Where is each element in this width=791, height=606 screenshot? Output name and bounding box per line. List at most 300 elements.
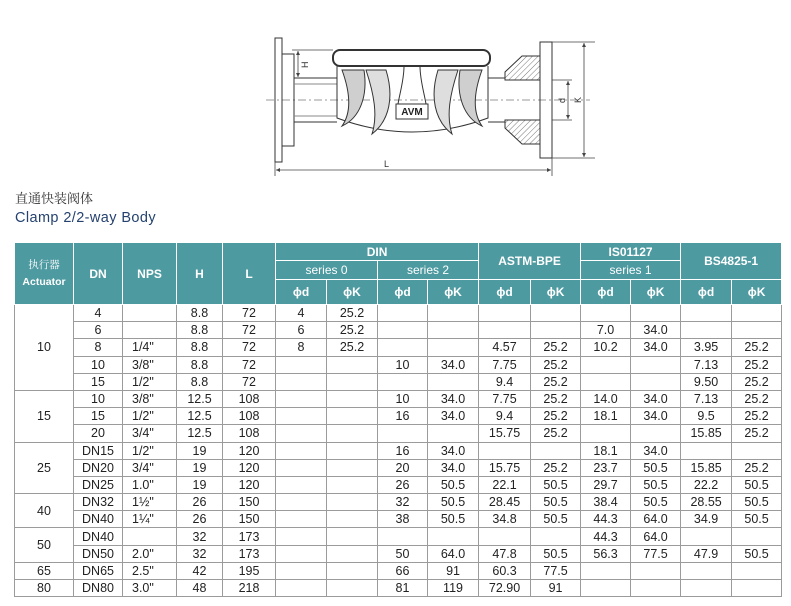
cell-astm-k (531, 305, 581, 322)
cell-din-s0-k (327, 545, 378, 562)
cell-din-s2-d: 16 (378, 408, 428, 425)
cell-iso-k (631, 425, 681, 442)
cell-din-s0-d (276, 356, 327, 373)
cell-din-s2-k (428, 425, 479, 442)
header-bs4825: BS4825-1 (681, 243, 782, 280)
cell-din-s0-d: 8 (276, 339, 327, 356)
cell-nps: 1¼" (123, 511, 177, 528)
cell-l: 120 (223, 476, 276, 493)
actuator-cell: 65 (15, 562, 74, 579)
cell-iso-d: 18.1 (581, 442, 631, 459)
cell-din-s0-d: 6 (276, 322, 327, 339)
cell-iso-d: 18.1 (581, 408, 631, 425)
cell-iso-k (631, 580, 681, 597)
cell-bs-k: 25.2 (732, 373, 782, 390)
cell-din-s0-k: 25.2 (327, 339, 378, 356)
cell-bs-k (732, 562, 782, 579)
cell-l: 72 (223, 322, 276, 339)
cell-astm-d: 28.45 (479, 494, 531, 511)
cell-nps (123, 305, 177, 322)
header-din-s2-d: ϕd (378, 280, 428, 305)
cell-din-s2-k (428, 373, 479, 390)
actuator-cell: 80 (15, 580, 74, 597)
cell-din-s0-d (276, 425, 327, 442)
cell-iso-k: 50.5 (631, 476, 681, 493)
cell-dn: DN32 (74, 494, 123, 511)
header-astm-k: ϕK (531, 280, 581, 305)
cell-iso-k: 64.0 (631, 511, 681, 528)
cell-din-s2-d: 20 (378, 459, 428, 476)
cell-astm-d: 15.75 (479, 425, 531, 442)
cell-l: 72 (223, 373, 276, 390)
cell-bs-d: 22.2 (681, 476, 732, 493)
cell-iso-d (581, 305, 631, 322)
cell-iso-k (631, 373, 681, 390)
cell-h: 8.8 (177, 322, 223, 339)
cell-h: 26 (177, 494, 223, 511)
cell-bs-k (732, 442, 782, 459)
cell-din-s2-d: 81 (378, 580, 428, 597)
header-din-s0-k: ϕK (327, 280, 378, 305)
cell-dn: DN25 (74, 476, 123, 493)
cell-bs-d (681, 322, 732, 339)
cell-iso-k: 50.5 (631, 459, 681, 476)
cell-astm-k: 25.2 (531, 459, 581, 476)
cell-bs-k: 25.2 (732, 425, 782, 442)
cell-din-s0-k (327, 390, 378, 407)
cell-dn: DN50 (74, 545, 123, 562)
actuator-cell: 15 (15, 390, 74, 442)
page-title-zh: 直通快装阀体 (15, 192, 94, 207)
cell-l: 120 (223, 442, 276, 459)
cell-dn: DN15 (74, 442, 123, 459)
cell-din-s0-k (327, 511, 378, 528)
cell-astm-k: 25.2 (531, 408, 581, 425)
cell-dn: DN80 (74, 580, 123, 597)
blade-right-inner (434, 70, 458, 134)
actuator-cell: 10 (15, 305, 74, 391)
cell-nps: 3/4" (123, 425, 177, 442)
table-row (15, 305, 782, 322)
cell-iso-d: 10.2 (581, 339, 631, 356)
cell-din-s0-d (276, 408, 327, 425)
dimension-label-d: d (557, 97, 567, 103)
cell-din-s0-k (327, 459, 378, 476)
cell-iso-d: 56.3 (581, 545, 631, 562)
cell-h: 32 (177, 528, 223, 545)
cell-bs-d: 7.13 (681, 356, 732, 373)
cell-h: 19 (177, 476, 223, 493)
cell-din-s2-d: 16 (378, 442, 428, 459)
cell-bs-d: 15.85 (681, 459, 732, 476)
page-title-en: Clamp 2/2-way Body (15, 210, 156, 226)
cell-dn: DN40 (74, 511, 123, 528)
cell-h: 12.5 (177, 408, 223, 425)
cell-nps: 3/8" (123, 390, 177, 407)
cell-din-s2-k: 50.5 (428, 476, 479, 493)
cell-astm-d: 7.75 (479, 390, 531, 407)
dimension-label-l: L (384, 159, 390, 169)
cell-astm-k (531, 442, 581, 459)
header-actuator-zh: 执行器 (28, 259, 60, 271)
cell-astm-k (531, 528, 581, 545)
cell-din-s0-d (276, 476, 327, 493)
blade-right-outer (459, 70, 482, 126)
cell-din-s2-k: 50.5 (428, 494, 479, 511)
header-actuator-en: Actuator (22, 276, 66, 288)
cell-l: 72 (223, 339, 276, 356)
cell-l: 108 (223, 425, 276, 442)
cell-din-s0-d (276, 545, 327, 562)
cell-astm-d: 34.8 (479, 511, 531, 528)
cell-iso-d: 7.0 (581, 322, 631, 339)
table-row (15, 425, 782, 442)
cell-din-s2-d (378, 322, 428, 339)
header-bs-d: ϕd (681, 280, 732, 305)
table-row (15, 390, 782, 407)
cell-h: 8.8 (177, 305, 223, 322)
cell-iso-k: 34.0 (631, 408, 681, 425)
cell-iso-k: 77.5 (631, 545, 681, 562)
cell-bs-d (681, 442, 732, 459)
cell-h: 19 (177, 459, 223, 476)
cell-din-s0-k: 25.2 (327, 305, 378, 322)
table-row (15, 562, 782, 579)
cell-din-s2-d (378, 425, 428, 442)
cell-iso-k: 34.0 (631, 390, 681, 407)
cell-nps: 1.0" (123, 476, 177, 493)
cell-iso-d: 38.4 (581, 494, 631, 511)
cell-astm-d: 60.3 (479, 562, 531, 579)
cell-nps (123, 528, 177, 545)
cell-din-s2-d (378, 373, 428, 390)
cell-astm-d (479, 322, 531, 339)
cell-din-s0-k: 25.2 (327, 322, 378, 339)
cell-din-s2-k: 34.0 (428, 408, 479, 425)
cell-astm-d: 47.8 (479, 545, 531, 562)
cell-astm-k: 25.2 (531, 390, 581, 407)
cell-astm-k: 50.5 (531, 476, 581, 493)
table-row (15, 545, 782, 562)
hub-stems (398, 66, 426, 104)
cell-dn: 20 (74, 425, 123, 442)
cell-nps: 1/2" (123, 408, 177, 425)
cell-bs-d: 15.85 (681, 425, 732, 442)
cell-dn: DN40 (74, 528, 123, 545)
actuator-plate (333, 50, 490, 66)
cell-bs-d (681, 305, 732, 322)
cell-h: 12.5 (177, 425, 223, 442)
cell-astm-k: 50.5 (531, 511, 581, 528)
cell-bs-d (681, 528, 732, 545)
cell-din-s0-d (276, 511, 327, 528)
cell-bs-d (681, 562, 732, 579)
cell-din-s2-k: 50.5 (428, 511, 479, 528)
cell-bs-k (732, 322, 782, 339)
cell-nps: 2.0" (123, 545, 177, 562)
cell-dn: 10 (74, 390, 123, 407)
cell-astm-k: 77.5 (531, 562, 581, 579)
cell-astm-k: 25.2 (531, 373, 581, 390)
cell-h: 48 (177, 580, 223, 597)
cell-iso-d (581, 373, 631, 390)
valve-body-drawing (0, 0, 791, 185)
cell-l: 108 (223, 408, 276, 425)
cell-bs-k: 50.5 (732, 476, 782, 493)
cell-h: 32 (177, 545, 223, 562)
cell-dn: 4 (74, 305, 123, 322)
table-row (15, 528, 782, 545)
cell-bs-d: 47.9 (681, 545, 732, 562)
cell-din-s0-d: 4 (276, 305, 327, 322)
cell-din-s0-d (276, 562, 327, 579)
cell-bs-k: 25.2 (732, 459, 782, 476)
table-row (15, 459, 782, 476)
header-din: DIN (276, 243, 479, 261)
cell-nps: 2.5" (123, 562, 177, 579)
cell-astm-d: 22.1 (479, 476, 531, 493)
cell-din-s2-d: 10 (378, 390, 428, 407)
table-row (15, 356, 782, 373)
cell-iso-d (581, 562, 631, 579)
cell-astm-d: 15.75 (479, 459, 531, 476)
cell-bs-k: 50.5 (732, 545, 782, 562)
cell-bs-k (732, 528, 782, 545)
dimension-extension-lines (275, 42, 595, 176)
cell-dn: 8 (74, 339, 123, 356)
cell-din-s0-d (276, 373, 327, 390)
cell-dn: DN20 (74, 459, 123, 476)
cell-din-s0-k (327, 562, 378, 579)
cell-bs-d: 3.95 (681, 339, 732, 356)
cell-astm-k: 25.2 (531, 356, 581, 373)
cell-nps: 1/4" (123, 339, 177, 356)
dimension-label-h: H (300, 61, 310, 68)
cell-din-s0-k (327, 425, 378, 442)
table-row (15, 494, 782, 511)
cell-iso-k (631, 562, 681, 579)
header-nps: NPS (123, 243, 177, 305)
cell-din-s0-d (276, 442, 327, 459)
cell-dn: 10 (74, 356, 123, 373)
header-iso-k: ϕK (631, 280, 681, 305)
cell-h: 12.5 (177, 390, 223, 407)
cell-bs-d: 28.55 (681, 494, 732, 511)
header-astm-d: ϕd (479, 280, 531, 305)
reducer-bottom-wall (505, 120, 540, 144)
cell-din-s0-d (276, 494, 327, 511)
cell-nps: 1/2" (123, 373, 177, 390)
cell-din-s0-k (327, 494, 378, 511)
table-row (15, 339, 782, 356)
cell-iso-k (631, 305, 681, 322)
cell-astm-d: 9.4 (479, 408, 531, 425)
cell-din-s0-d (276, 528, 327, 545)
cell-bs-k (732, 580, 782, 597)
cell-astm-d (479, 442, 531, 459)
cell-astm-d (479, 528, 531, 545)
cell-l: 218 (223, 580, 276, 597)
cell-nps: 3.0" (123, 580, 177, 597)
actuator-cell: 40 (15, 494, 74, 528)
cell-astm-k: 91 (531, 580, 581, 597)
actuator-cell: 25 (15, 442, 74, 494)
cell-din-s2-d: 10 (378, 356, 428, 373)
blade-left-inner (366, 70, 390, 134)
cell-h: 19 (177, 442, 223, 459)
cell-l: 108 (223, 390, 276, 407)
cell-din-s2-k (428, 322, 479, 339)
cell-iso-d (581, 356, 631, 373)
cell-l: 195 (223, 562, 276, 579)
cell-din-s2-k (428, 305, 479, 322)
cell-astm-d (479, 305, 531, 322)
cell-astm-k: 25.2 (531, 339, 581, 356)
cell-iso-d: 29.7 (581, 476, 631, 493)
cell-h: 8.8 (177, 373, 223, 390)
header-l: L (223, 243, 276, 305)
cell-iso-d (581, 580, 631, 597)
cell-dn: 15 (74, 373, 123, 390)
table-row (15, 511, 782, 528)
cell-astm-k (531, 322, 581, 339)
cell-nps (123, 322, 177, 339)
reducer-top-wall (505, 56, 540, 80)
header-iso-d: ϕd (581, 280, 631, 305)
cell-nps: 1½" (123, 494, 177, 511)
cell-iso-k: 64.0 (631, 528, 681, 545)
cell-din-s2-k: 34.0 (428, 390, 479, 407)
cell-iso-d: 23.7 (581, 459, 631, 476)
cell-din-s2-d: 26 (378, 476, 428, 493)
cell-nps: 3/8" (123, 356, 177, 373)
cell-iso-k: 34.0 (631, 339, 681, 356)
cell-bs-k: 50.5 (732, 494, 782, 511)
cell-din-s2-k: 64.0 (428, 545, 479, 562)
cell-bs-k: 25.2 (732, 356, 782, 373)
cell-dn: 15 (74, 408, 123, 425)
spec-table-body (15, 305, 782, 597)
cell-bs-k: 50.5 (732, 511, 782, 528)
cell-l: 173 (223, 528, 276, 545)
cell-iso-k (631, 356, 681, 373)
header-iso-series-1: series 1 (581, 261, 681, 280)
cell-nps: 3/4" (123, 459, 177, 476)
header-bs-k: ϕK (732, 280, 782, 305)
cell-din-s0-d (276, 390, 327, 407)
header-astm-bpe: ASTM-BPE (479, 243, 581, 280)
cell-iso-k: 50.5 (631, 494, 681, 511)
cell-din-s2-d (378, 305, 428, 322)
cell-astm-d: 72.90 (479, 580, 531, 597)
cell-h: 8.8 (177, 339, 223, 356)
cell-iso-d (581, 425, 631, 442)
cell-l: 150 (223, 494, 276, 511)
cell-bs-d (681, 580, 732, 597)
cell-din-s2-d: 32 (378, 494, 428, 511)
cell-h: 42 (177, 562, 223, 579)
table-row (15, 442, 782, 459)
blade-left-outer (342, 70, 365, 126)
cell-astm-d: 9.4 (479, 373, 531, 390)
cell-din-s2-k: 91 (428, 562, 479, 579)
cell-l: 173 (223, 545, 276, 562)
cell-din-s2-d (378, 528, 428, 545)
cell-astm-k: 50.5 (531, 494, 581, 511)
header-h: H (177, 243, 223, 305)
cell-nps: 1/2" (123, 442, 177, 459)
table-row (15, 322, 782, 339)
cell-din-s0-k (327, 580, 378, 597)
cell-astm-k: 25.2 (531, 425, 581, 442)
header-din-s0-d: ϕd (276, 280, 327, 305)
cell-bs-k (732, 305, 782, 322)
cell-din-s0-k (327, 408, 378, 425)
header-din-series-2: series 2 (378, 261, 479, 280)
cell-din-s2-k: 119 (428, 580, 479, 597)
brand-logo-text: AVM (401, 107, 423, 118)
header-iso1127: IS01127 (581, 243, 681, 261)
cell-din-s2-k: 34.0 (428, 459, 479, 476)
cell-astm-k: 50.5 (531, 545, 581, 562)
cell-bs-d: 7.13 (681, 390, 732, 407)
cell-bs-d: 9.5 (681, 408, 732, 425)
cell-iso-k: 34.0 (631, 322, 681, 339)
cell-iso-d: 44.3 (581, 511, 631, 528)
cell-bs-d: 9.50 (681, 373, 732, 390)
cell-astm-d: 7.75 (479, 356, 531, 373)
cell-din-s2-d: 66 (378, 562, 428, 579)
cell-l: 150 (223, 511, 276, 528)
cell-iso-d: 14.0 (581, 390, 631, 407)
table-row (15, 476, 782, 493)
cell-h: 26 (177, 511, 223, 528)
cell-din-s0-d (276, 580, 327, 597)
cell-dn: 6 (74, 322, 123, 339)
cell-bs-k: 25.2 (732, 339, 782, 356)
header-din-series-0: series 0 (276, 261, 378, 280)
cell-din-s0-k (327, 476, 378, 493)
table-row (15, 580, 782, 597)
cell-bs-k: 25.2 (732, 408, 782, 425)
cell-din-s2-k: 34.0 (428, 442, 479, 459)
cell-h: 8.8 (177, 356, 223, 373)
header-dn: DN (74, 243, 123, 305)
cell-din-s2-d: 38 (378, 511, 428, 528)
cell-din-s2-d: 50 (378, 545, 428, 562)
dimension-label-k: K (573, 96, 583, 103)
cell-astm-d: 4.57 (479, 339, 531, 356)
spec-table (14, 242, 782, 597)
cell-l: 120 (223, 459, 276, 476)
cell-bs-d: 34.9 (681, 511, 732, 528)
table-row (15, 373, 782, 390)
cell-dn: DN65 (74, 562, 123, 579)
cell-din-s2-d (378, 339, 428, 356)
table-row (15, 408, 782, 425)
cell-bs-k: 25.2 (732, 390, 782, 407)
header-row-1 (15, 243, 782, 261)
cell-iso-k: 34.0 (631, 442, 681, 459)
cell-l: 72 (223, 305, 276, 322)
cell-din-s0-k (327, 373, 378, 390)
cell-l: 72 (223, 356, 276, 373)
cell-din-s2-k (428, 339, 479, 356)
cell-iso-d: 44.3 (581, 528, 631, 545)
header-din-s2-k: ϕK (428, 280, 479, 305)
cell-din-s0-d (276, 459, 327, 476)
actuator-cell: 50 (15, 528, 74, 562)
